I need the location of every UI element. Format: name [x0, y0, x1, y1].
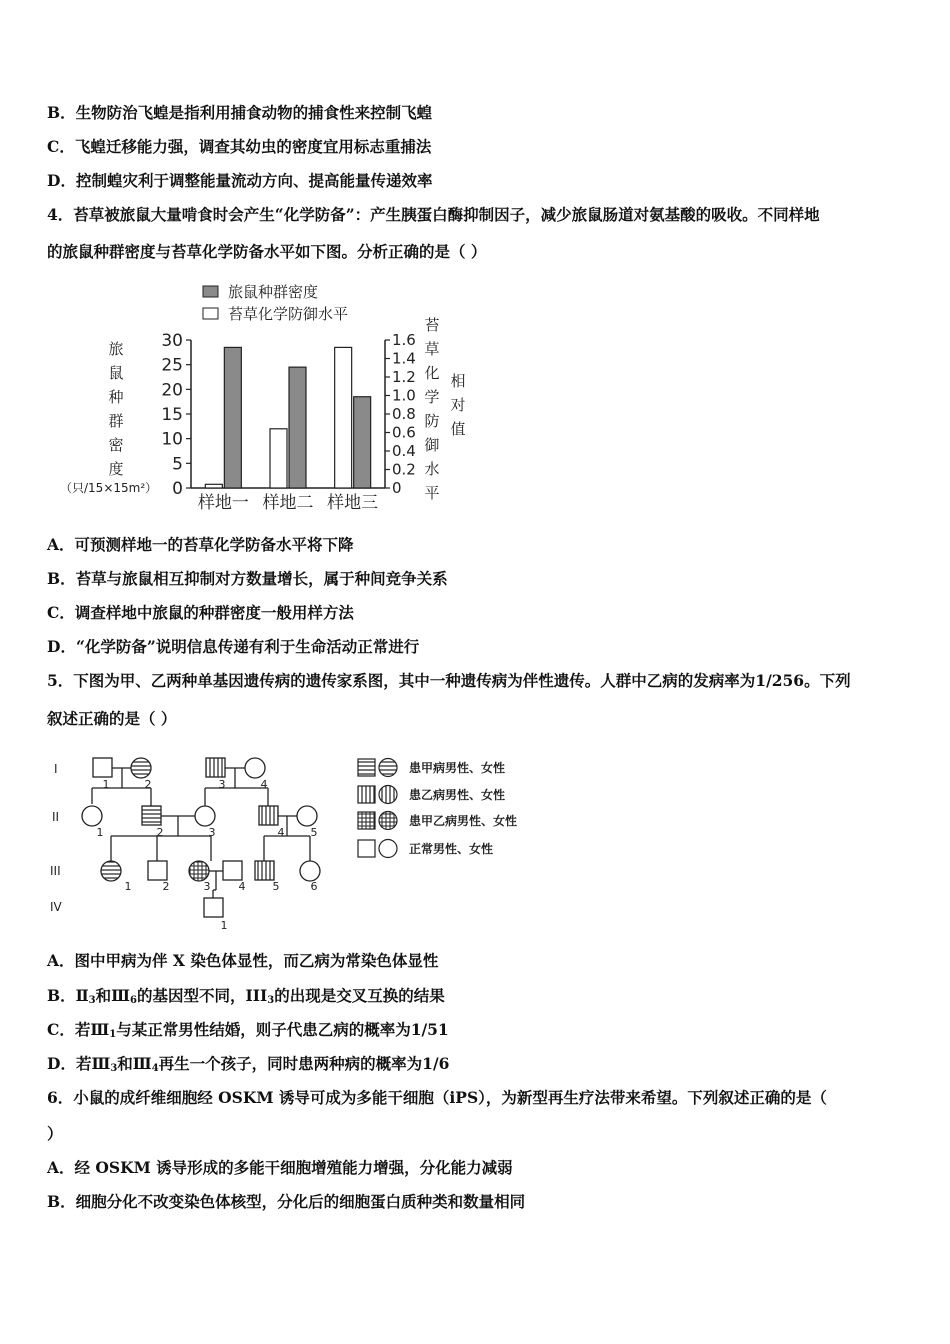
- pedigree-number: 4: [277, 826, 285, 839]
- bar-defense-level: [335, 347, 352, 488]
- legend-affected-b-female-icon: [379, 786, 397, 804]
- left-axis-tick-label: 10: [161, 429, 183, 450]
- q5-option-b: B．$Ⅱ_3$和$Ⅲ_6$的基因型不同，$III_3$的出现是交叉互换的结果: [47, 986, 445, 1006]
- pedigree-I3-affected-b-male: [206, 758, 225, 777]
- pedigree-number: 5: [310, 826, 318, 839]
- legend-swatch-density: [203, 286, 218, 297]
- svg-text:平: 平: [424, 484, 440, 502]
- right-axis-title-2: [450, 372, 465, 438]
- svg-text:水: 水: [424, 460, 440, 478]
- bar-defense-level: [205, 484, 222, 488]
- pedigree-number: 6: [310, 880, 318, 893]
- pedigree-II1-normal-female: [82, 806, 102, 826]
- pedigree-II4-affected-b-male: [259, 806, 278, 825]
- pedigree-III2-normal-male: [148, 861, 167, 880]
- legend-label-affected-ab: 患甲乙病男性、女性: [409, 814, 518, 828]
- legend-swatch-defense: [203, 308, 218, 319]
- pedigree-I1-normal-male: [93, 758, 112, 777]
- legend-label-density: 旅鼠种群密度: [228, 283, 319, 301]
- pedigree-number: 3: [218, 778, 226, 791]
- generation-label-iii: III: [50, 864, 61, 878]
- q6-stem-line1: 6．小鼠的成纤维细胞经 OSKM 诱导可成为多能干细胞（iPS），为新型再生疗法带来希望。下列叙述正确的是（: [47, 1088, 827, 1107]
- svg-text:学: 学: [424, 388, 440, 406]
- q4-stem-line1: 4．苔草被旅鼠大量啃食时会产生“化学防备”：产生胰蛋白酶抑制因子，减少旅鼠肠道对氨基酸的吸收。不同样地: [47, 205, 820, 224]
- svg-text:对: 对: [450, 396, 466, 414]
- svg-text:相: 相: [450, 372, 466, 390]
- legend-affected-ab-male-icon: [358, 812, 375, 829]
- pedigree-II2-affected-a-male: [142, 806, 161, 825]
- bar-population-density: [224, 347, 241, 488]
- legend-label-affected-b: 患乙病男性、女性: [409, 788, 506, 802]
- right-axis-tick-label: 0.8: [392, 405, 416, 423]
- left-axis-tick-label: 25: [161, 355, 183, 376]
- pedigree-number: 4: [238, 880, 246, 893]
- svg-text:群: 群: [108, 412, 124, 430]
- legend-affected-a-male-icon: [358, 759, 375, 776]
- x-axis-category-label: 样地二: [262, 493, 314, 513]
- density-defense-bar-chart: [60, 278, 480, 518]
- q4-option-b: B．苔草与旅鼠相互抑制对方数量增长，属于种间竞争关系: [47, 569, 448, 588]
- pedigree-III1-affected-a-female: [101, 861, 121, 881]
- q4-stem-line2: 的旅鼠种群密度与苔草化学防备水平如下图。分析正确的是（ ）: [47, 242, 487, 261]
- pedigree-II5-normal-female: [297, 806, 317, 826]
- left-axis-title: [108, 340, 123, 478]
- pedigree-number: 2: [156, 826, 164, 839]
- pedigree-number: 2: [162, 880, 170, 893]
- q5-option-a: A．图中甲病为伴 X 染色体显性，而乙病为常染色体显性: [47, 951, 439, 970]
- pedigree-number: 1: [124, 880, 132, 893]
- legend-normal-female-icon: [379, 840, 397, 858]
- q3-option-d: D．控制蝗灾利于调整能量流动方向、提高能量传递效率: [47, 171, 433, 190]
- q4-option-a: A．可预测样地一的苔草化学防备水平将下降: [47, 535, 354, 554]
- left-axis-unit: （只/15×15m²）: [60, 481, 158, 495]
- q5-stem-line2: 叙述正确的是（ ）: [47, 709, 177, 728]
- bar-population-density: [354, 397, 371, 488]
- svg-text:旅: 旅: [108, 340, 124, 358]
- svg-text:度: 度: [108, 460, 124, 478]
- right-axis-tick-label: 0: [392, 479, 402, 497]
- left-axis-tick-label: 20: [161, 380, 183, 401]
- q6-option-b: B．细胞分化不改变染色体核型，分化后的细胞蛋白质种类和数量相同: [47, 1192, 526, 1211]
- pedigree-III5-affected-b-male: [255, 861, 274, 880]
- pedigree-IV1-normal-male: [204, 898, 223, 917]
- q3-option-c: C．飞蝗迁移能力强，调查其幼虫的密度宜用标志重捕法: [47, 137, 432, 156]
- pedigree-I2-affected-a-female: [131, 758, 151, 778]
- right-axis-tick-label: 1.2: [392, 368, 416, 386]
- bar-defense-level: [270, 429, 287, 488]
- right-axis-title: [424, 316, 439, 502]
- svg-text:防: 防: [424, 412, 440, 430]
- left-axis-tick-label: 5: [172, 454, 183, 475]
- bar-population-density: [289, 367, 306, 488]
- q3-option-b: B．生物防治飞蝗是指利用捕食动物的捕食性来控制飞蝗: [47, 103, 433, 122]
- svg-text:鼠: 鼠: [108, 364, 124, 382]
- right-axis-tick-label: 1.6: [392, 331, 416, 349]
- right-axis-tick-label: 1.4: [392, 349, 416, 368]
- pedigree-number: 5: [272, 880, 280, 893]
- svg-text:种: 种: [108, 388, 124, 406]
- q5-stem-line1: 5．下图为甲、乙两种单基因遗传病的遗传家系图，其中一种遗传病为伴性遗传。人群中乙病的发病率为1/256。下列: [47, 671, 851, 690]
- left-axis-tick-label: 0: [172, 479, 183, 499]
- pedigree-number: 1: [96, 826, 104, 839]
- pedigree-chart: [48, 748, 548, 933]
- right-axis-tick-label: 0.4: [392, 442, 416, 460]
- right-axis-tick-label: 0.6: [392, 423, 416, 442]
- pedigree-number: 4: [260, 778, 268, 791]
- left-axis-tick-label: 15: [161, 405, 183, 425]
- pedigree-number: 2: [144, 778, 152, 791]
- q5-option-c: C．若$Ⅲ_1$与某正常男性结婚，则子代患乙病的概率为1/51: [47, 1020, 449, 1040]
- generation-label-i: I: [54, 762, 58, 776]
- legend-affected-a-female-icon: [379, 759, 397, 777]
- legend-affected-ab-female-icon: [379, 812, 397, 830]
- pedigree-number: 1: [220, 919, 228, 932]
- left-axis-tick-label: 30: [161, 331, 183, 351]
- pedigree-III4-normal-male: [223, 861, 242, 880]
- svg-text:御: 御: [424, 436, 440, 454]
- svg-text:密: 密: [108, 436, 124, 454]
- x-axis-category-label: 样地三: [327, 493, 379, 513]
- pedigree-II3-normal-female: [195, 806, 215, 826]
- q5-option-d: D．若$Ⅲ_3$和$Ⅲ_4$再生一个孩子，同时患两种病的概率为1/6: [47, 1054, 450, 1074]
- legend-normal-male-icon: [358, 840, 375, 857]
- pedigree-number: 3: [203, 880, 211, 893]
- pedigree-number: 3: [208, 826, 216, 839]
- pedigree-number: 1: [102, 778, 110, 791]
- right-axis-tick-label: 0.2: [392, 460, 416, 479]
- svg-text:苔: 苔: [424, 316, 440, 334]
- q4-option-d: D．“化学防备”说明信息传递有利于生命活动正常进行: [47, 637, 420, 656]
- svg-text:草: 草: [424, 340, 440, 358]
- pedigree-III3-affected-ab-female: [189, 861, 209, 881]
- x-axis-category-label: 样地一: [197, 493, 249, 513]
- generation-label-iv: IV: [50, 900, 62, 914]
- generation-label-ii: II: [52, 810, 60, 824]
- legend-label-defense: 苔草化学防御水平: [228, 305, 349, 323]
- q4-option-c: C．调查样地中旅鼠的种群密度一般用样方法: [47, 603, 354, 622]
- legend-label-affected-a: 患甲病男性、女性: [409, 761, 506, 775]
- pedigree-III6-normal-female: [300, 861, 320, 881]
- right-axis-tick-label: 1.0: [392, 386, 416, 405]
- svg-text:化: 化: [424, 364, 440, 382]
- pedigree-I4-normal-female: [245, 758, 265, 778]
- svg-text:值: 值: [450, 420, 466, 438]
- q6-option-a: A．经 OSKM 诱导形成的多能干细胞增殖能力增强，分化能力减弱: [47, 1158, 513, 1177]
- legend-affected-b-male-icon: [358, 786, 375, 803]
- legend-label-normal: 正常男性、女性: [409, 842, 494, 856]
- q6-stem-line2: ）: [47, 1124, 63, 1143]
